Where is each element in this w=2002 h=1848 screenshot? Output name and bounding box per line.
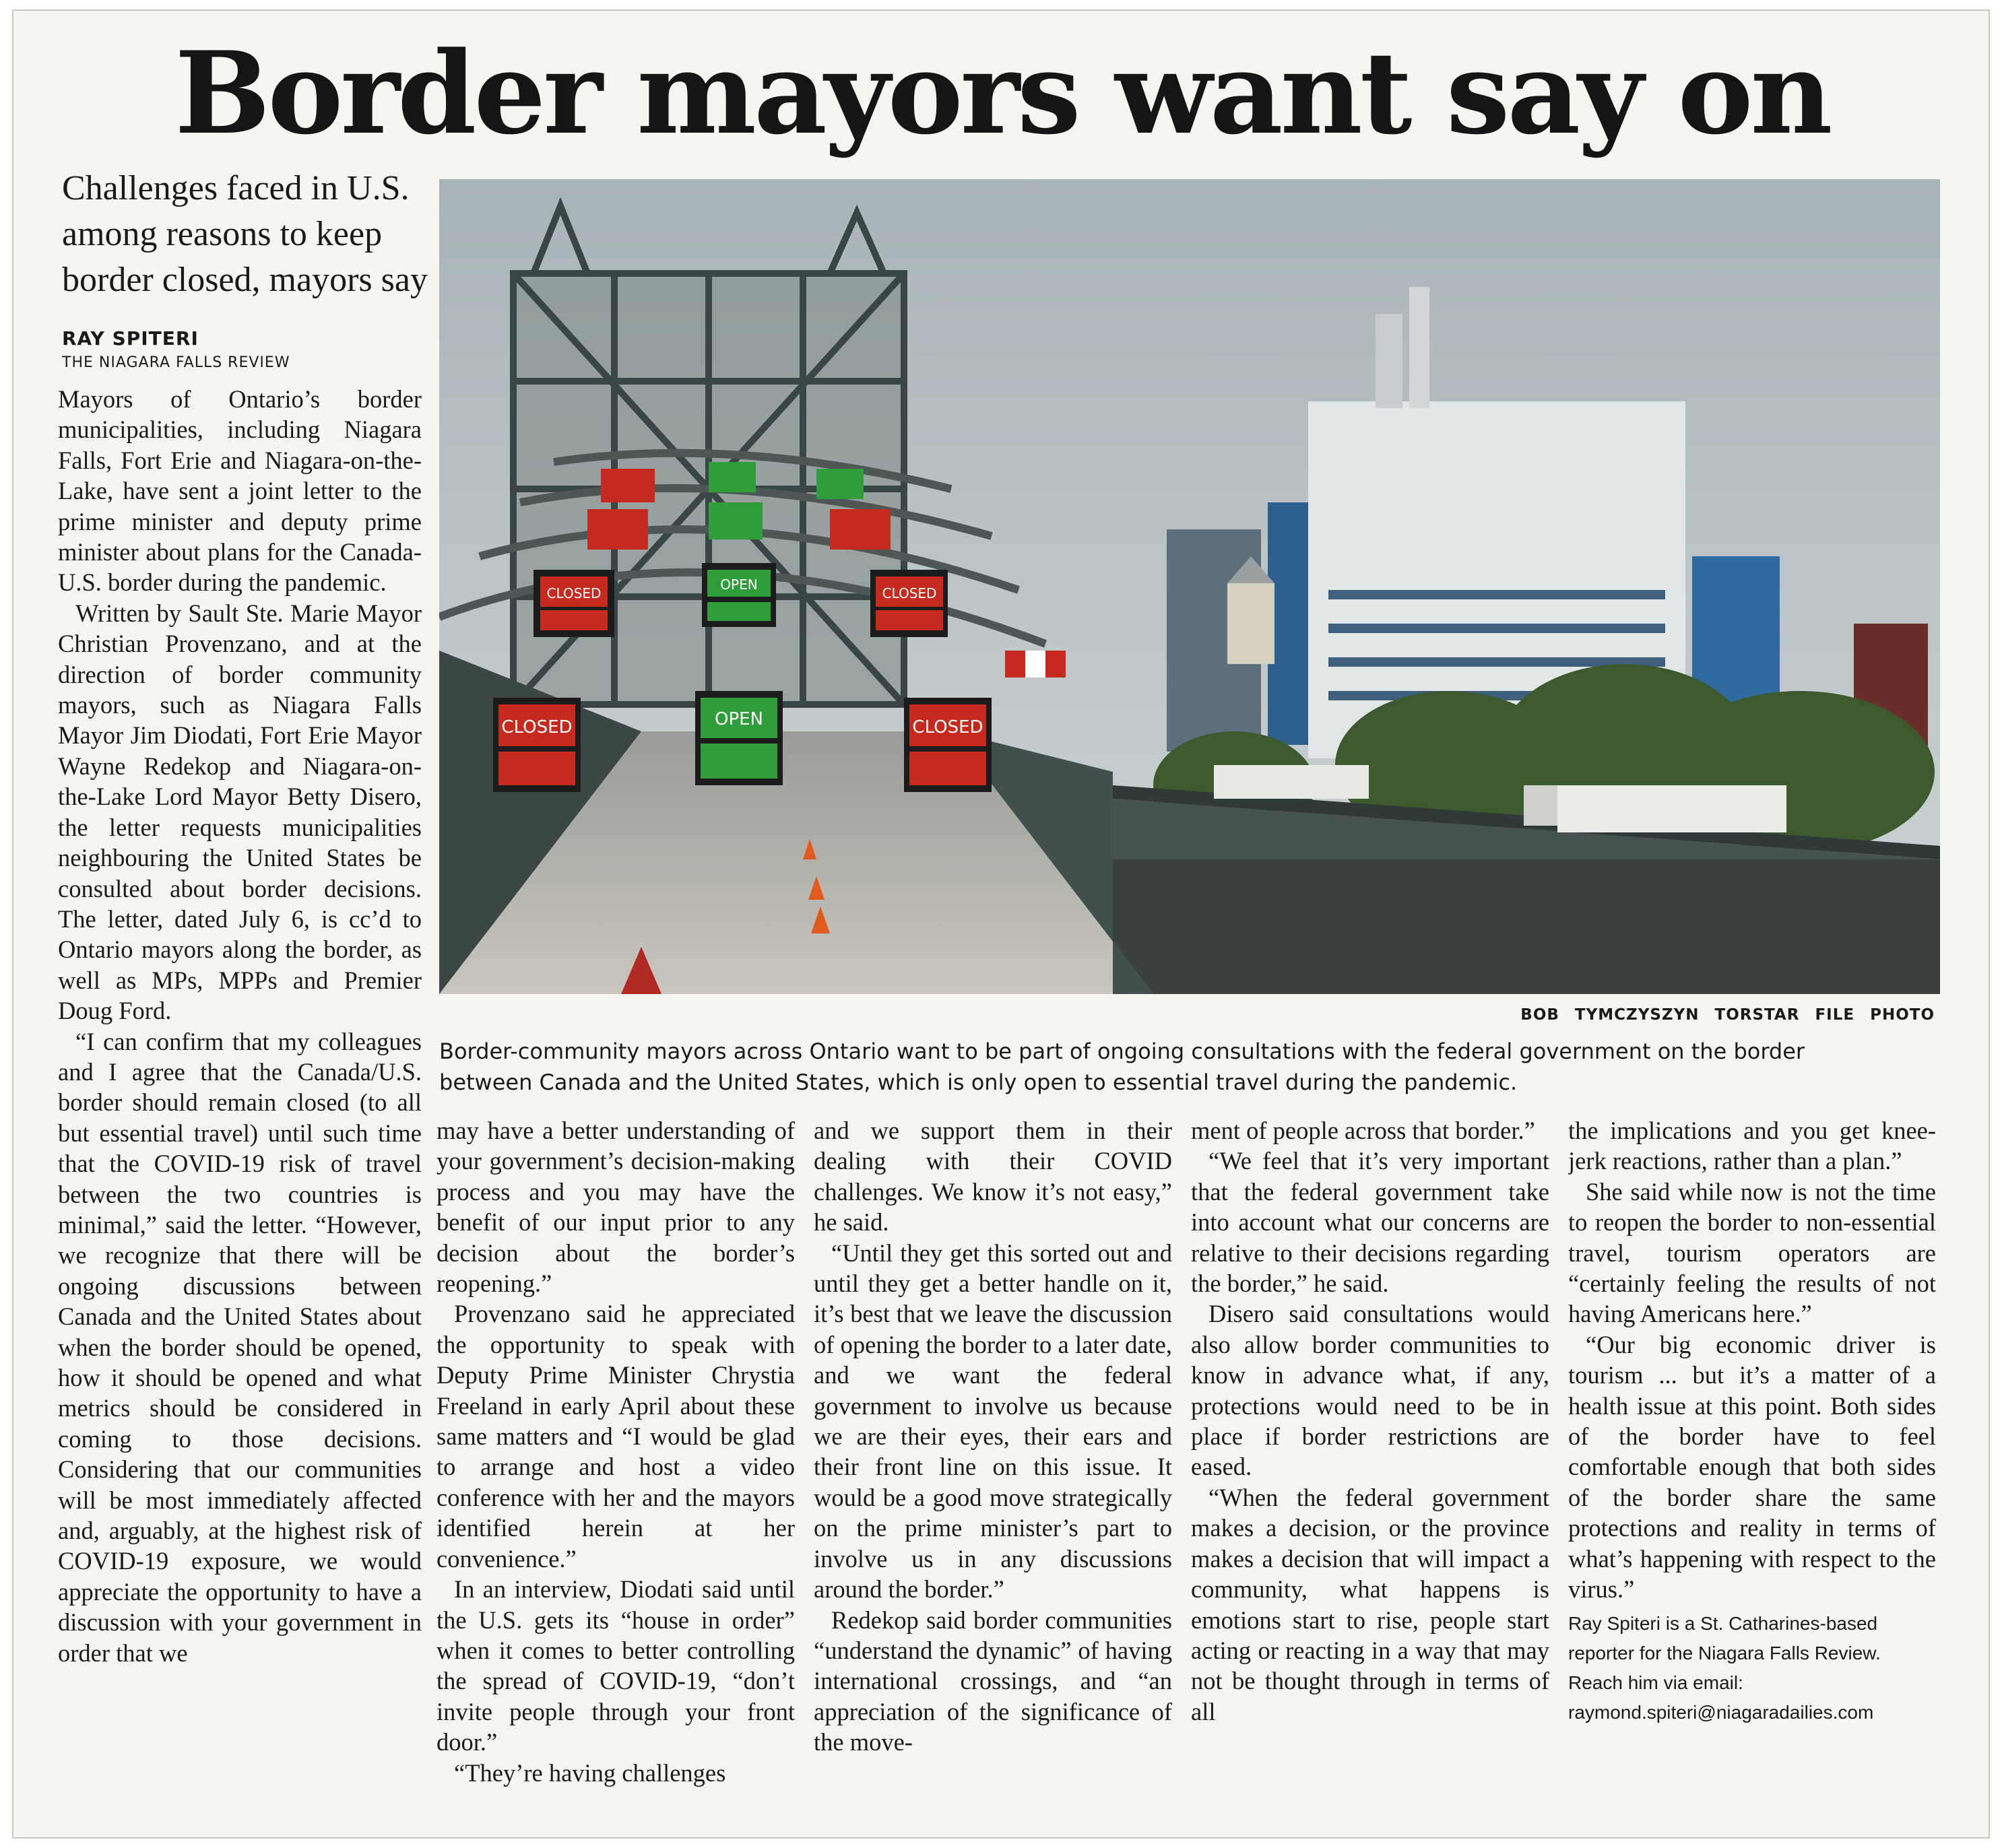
byline-organization: THE NIAGARA FALLS REVIEW <box>62 354 290 371</box>
article-paragraph: She said while now is not the time to reopen the border to non-essential travel, tourism operators are “certainly feeling the results of not having Americans here.” <box>1568 1177 1936 1328</box>
deck-subheadline: Challenges faced in U.S. among reasons to keep border closed, mayors say <box>62 169 428 299</box>
newspaper-page <box>12 9 1990 1839</box>
article-paragraph: the implications and you get knee-jerk reactions, rather than a plan.” <box>1568 1117 1936 1175</box>
article-paragraph: “Until they get this sorted out and until they get a better handle on it, it’s best that we leave the discussion of opening the border to a later date, and we want the federal government to involve us because we are their eyes, their ears and their front line on this issue. It would be a good move strategically on the prime minister’s part to involve us in any discussions around the border.” <box>814 1239 1172 1604</box>
author-bio <box>1568 1609 1936 1727</box>
author-bio-text: Ray Spiteri is a St. Catharines-based reporter for the Niagara Falls Review. <box>1568 1612 1881 1663</box>
bridge-photo <box>439 179 1940 994</box>
sign-text-closed-4: CLOSED <box>912 717 983 737</box>
article-column-5 <box>1568 1115 1936 1816</box>
article-paragraph: Mayors of Ontario’s border municipalities, including Niagara Falls, Fort Erie and Niagara-on-the-Lake, have sent a joint letter to the prime minister and deputy prime minister about plans for the Canada-U.S. border during the pandemic. <box>58 385 422 597</box>
headline: Border mayors want say on <box>174 26 1830 160</box>
article-column-3 <box>814 1115 1172 1816</box>
article-column-1 <box>58 384 422 1812</box>
author-email-link[interactable]: raymond.spiteri@niagaradailies.com <box>1568 1701 1874 1723</box>
author-bio-contact: Reach him via email: <box>1568 1672 1743 1693</box>
article-paragraph: may have a better understanding of your government’s decision-making process and you may have the benefit of our input prior to any decision about the border’s reopening.” <box>437 1117 795 1298</box>
article-paragraph: “When the federal government makes a decision, or the province makes a decision that will impact a community, what happens is emotions start to rise, people start acting or reacting in a way that may not be thought through in terms of all <box>1191 1483 1549 1725</box>
article-column-2 <box>437 1115 795 1816</box>
article-paragraph: Provenzano said he appreciated the opportunity to speak with Deputy Prime Minister Chrystia Freeland in early April about these same matters and “I would be glad to arrange and host a video conference with her and the mayors identified herein at her convenience.” <box>437 1300 795 1573</box>
article-paragraph: Redekop said border communities “understand the dynamic” of having international crossings, and “an appreciation of the significance of the move- <box>814 1606 1172 1756</box>
article-paragraph: Disero said consultations would also allow border communities to know in advance what, if any, protections would need to be in place if border restrictions are eased. <box>1191 1300 1549 1481</box>
article-paragraph: “I can confirm that my colleagues and I agree that the Canada/U.S. border should remain closed (to all but essential travel) until such time that the COVID-19 risk of travel between the two countries is minimal,” said the letter. “However, we recognize that there will be ongoing discussions between Canada and the United States about when the border should be opened, how it should be opened and what metrics should be considered in coming to those decisions. Considering that our communities will be most immediately affected and, arguably, at the highest risk of COVID-19 exposure, we would appreciate the opportunity to have a discussion with your government in order that we <box>58 1027 422 1667</box>
article-paragraph: ment of people across that border.” <box>1191 1117 1535 1144</box>
sign-text-closed-1: CLOSED <box>546 585 602 601</box>
sign-text-closed-2: CLOSED <box>882 585 937 601</box>
article-paragraph: and we support them in their dealing with their COVID challenges. We know it’s not easy,” he said. <box>814 1117 1172 1236</box>
article-paragraph: “Our big economic driver is tourism ... but it’s a matter of a health issue at this point. Both sides of the border have to feel comfortable enough that both sides of the border share the same protections and reality in terms of what’s happening with respect to the virus.” <box>1568 1330 1936 1604</box>
article-paragraph: Written by Sault Ste. Marie Mayor Christian Provenzano, and at the direction of border community mayors, such as Niagara Falls Mayor Jim Diodati, Fort Erie Mayor Wayne Redekop and Niagara-on-the-Lake Lord Mayor Betty Disero, the letter requests municipalities neighbouring the United States be consulted about border decisions. The letter, dated July 6, is cc’d to Ontario mayors along the border, as well as MPs, MPPs and Premier Doug Ford. <box>58 599 422 1025</box>
article-column-4 <box>1191 1115 1549 1816</box>
photo-caption: Border-community mayors across Ontario want to be part of ongoing consultations with the federal government on the border between Canada and the United States, which is only open to essential travel during the pandemic. <box>439 1038 1805 1095</box>
article-paragraph: “They’re having challenges <box>454 1758 726 1787</box>
flags <box>1005 651 1066 678</box>
article-paragraph: In an interview, Diodati said until the U.S. gets its “house in order” when it comes to better controlling the spread of COVID-19, “don’t invite people through your front door.” <box>437 1575 795 1756</box>
sign-text-open-1: OPEN <box>720 576 758 593</box>
sign-text-closed-3: CLOSED <box>501 717 573 737</box>
lane-signs-middle <box>534 563 948 637</box>
sign-text-open-2: OPEN <box>714 709 764 729</box>
article-paragraph: “We feel that it’s very important that the federal government take into account what our concerns are relative to their decisions regarding the border,” he said. <box>1191 1147 1549 1298</box>
photo-credit: BOB TYMCZYSZYN TORSTAR FILE PHOTO <box>1520 1006 1935 1024</box>
byline-author: RAY SPITERI <box>62 327 199 350</box>
